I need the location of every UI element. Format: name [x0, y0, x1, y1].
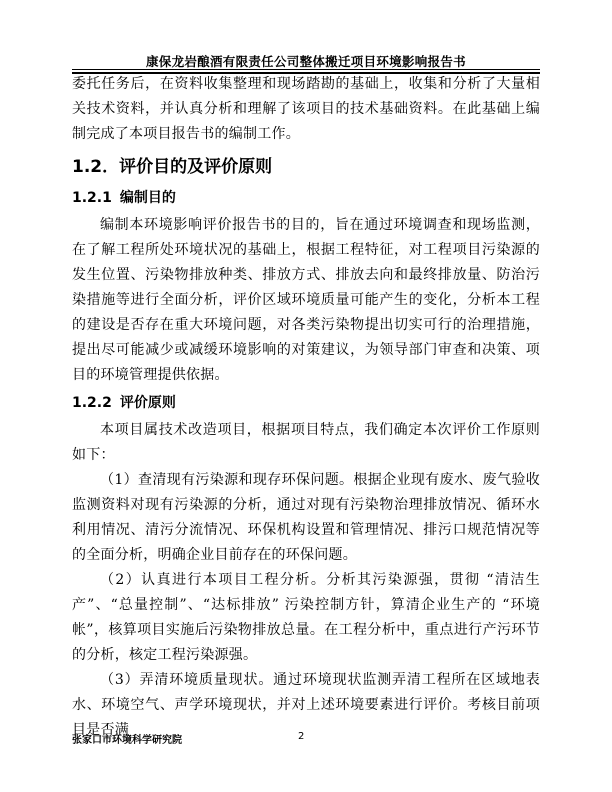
principles-lead-paragraph: 本项目属技术改造项目，根据项目特点，我们确定本次评价工作原则如下： [72, 422, 540, 463]
section-heading-1-2: 1.2．评价目的及评价原则 [72, 157, 273, 177]
footer-institute: 张家口市环境科学研究院 [72, 735, 182, 746]
subsection-title: 评价原则 [119, 395, 176, 411]
principle-item-2: （2）认真进行本项目工程分析。分析其污染源强，贯彻 “清洁生产”、“总量控制”、“达标排放” 污染控制方针，算清企业生产的 “环境帐”，核算项目实施后污染物排放总量。在工程分析中，重点进行产污环节的分析，核定工程污染源强。 [72, 572, 540, 663]
purpose-paragraph: 编制本环境影响评价报告书的目的，旨在通过环境调查和现场监测，在了解工程所处环境状况的基础上，根据工程特征，对工程项目污染源的发生位置、污染物排放种类、排放方式、排放去向和最终排放量、防治污染措施等进行全面分析，评价区域环境质量可能产生的变化，分析本工程的建设是否存在重大环境问题，对各类污染物提出切实可行的治理措施，提出尽可能减少或减缓环境影响的对策建议，为领导部门审查和决策、项目的环境管理提供依据。 [72, 217, 540, 383]
subsection-number: 1.2.2 [72, 395, 112, 411]
principle-item-1: （1）查清现有污染源和现存环保问题。根据企业现有废水、废气验收监测资料对现有污染源的分析，通过对现有污染物治理排放情况、循环水利用情况、清污分流情况、环保机构设置和管理情况、排污口规范情况等的全面分析，明确企业目前存在的环保问题。 [72, 472, 540, 563]
document-body [72, 72, 540, 743]
principle-item-3: （3）弄清环境质量现状。通过环境现状监测弄清工程所在区域地表水、环境空气、声学环境现状，并对上述环境要素进行评价。考核目前项目是否满 [72, 672, 540, 738]
subsection-number: 1.2.1 [72, 190, 112, 206]
subsection-heading-1-2-1 [72, 185, 540, 211]
page-number: 2 [298, 731, 305, 742]
subsection-heading-1-2-2 [72, 390, 540, 416]
intro-paragraph: 委托任务后，在资料收集整理和现场踏勘的基础上，收集和分析了大量相关技术资料，并认真分析和理解了该项目的技术基础资料。在此基础上编制完成了本项目报告书的编制工作。 [72, 76, 540, 142]
header-rule [72, 69, 540, 70]
page-header: 康保龙岩酿酒有限责任公司整体搬迁项目环境影响报告书 [145, 54, 466, 69]
subsection-title: 编制目的 [119, 190, 176, 206]
